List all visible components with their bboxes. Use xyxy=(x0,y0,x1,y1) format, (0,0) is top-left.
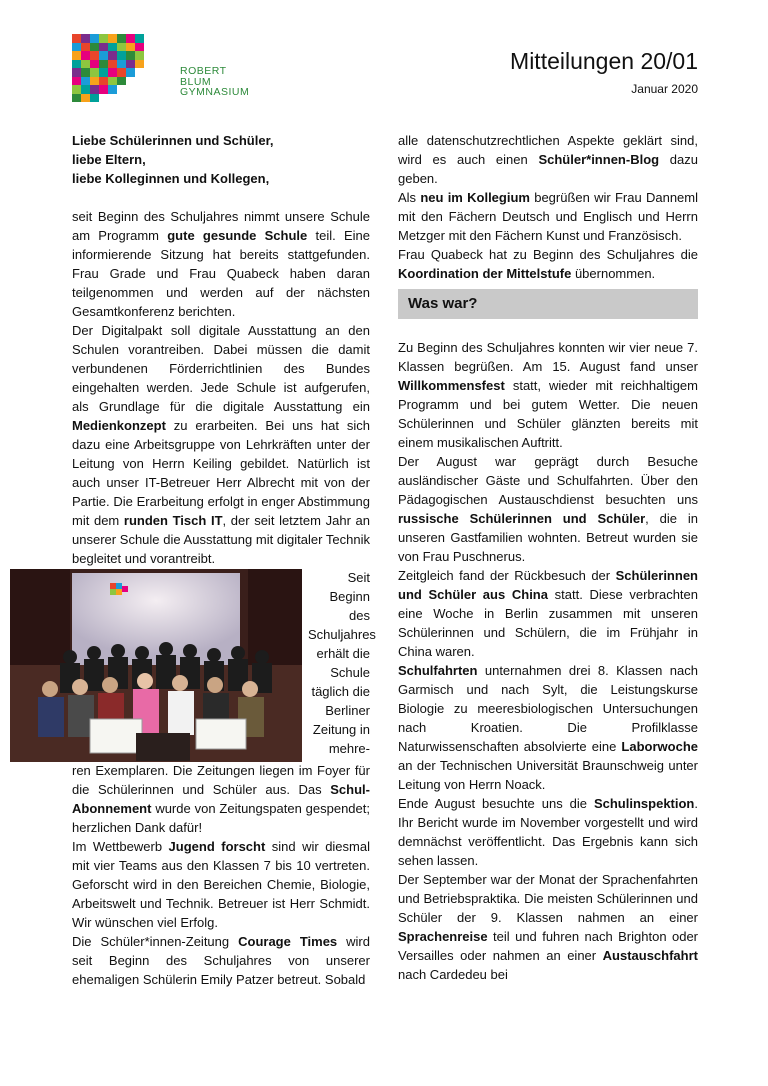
logo-tile xyxy=(72,51,81,60)
logo-tile xyxy=(99,68,108,77)
paragraph-gesunde-schule: seit Beginn des Schuljahres nimmt unsere Schule am Programm gute gesunde Schule teil. Eine informierende Sitzung hat bereits stattgefunden. Frau Grade und Frau Quabeck haben daran teilgenommen und werden auf der nächsten Gesamtkonferenz berichten. xyxy=(72,209,370,319)
logo-tile xyxy=(90,94,99,103)
logo-tile xyxy=(117,43,126,52)
logo-tile xyxy=(72,43,81,52)
logo-tile xyxy=(117,68,126,77)
logo-tile xyxy=(117,77,126,86)
logo-tile xyxy=(72,68,81,77)
logo-tile xyxy=(126,68,135,77)
logo-tile xyxy=(90,34,99,43)
paragraph-digitalpakt: Der Digitalpakt soll digitale Ausstattung an den Schulen vorantreiben. Dabei müssen die damit verbundenen Förderrichtlinien des Bundes eingehalten werden. Jede Schule ist aufgerufen, als Grundlage für die digitale Ausstattung ein Medienkonzept zu erarbeiten. Bei uns hat sich dazu eine Arbeitsgruppe von Lehrkräften unter der Leitung von Herrn Keiling gebildet. Natürlich ist auch unser IT-Betreuer Herr Albrecht mit von der Partie. Die Erarbeitung erfolgt in enger Abstimmung mit dem runden Tisch IT, der seit letztem Jahr an unserer Schule die Ausstattung mit digitaler Technik begleitet und vorantreibt. xyxy=(72,323,370,566)
logo-tile xyxy=(135,94,144,103)
left-column xyxy=(72,131,376,989)
paragraph-august: Der August war geprägt durch Besuche ausländischer Gäste und Schulfahrten. Über den Pädagogischen Austauschdienst besuchten uns russische Schülerinnen und Schüler, die in unseren Gastfamilien wohnten. Betreut wurden sie von Frau Puschnerus. xyxy=(398,454,698,564)
paragraph-kollegium: Als neu im Kollegium begrüßen wir Frau Danneml mit den Fächern Deutsch und Englisch und Herrn Metzger mit den Fächern Kunst und Französisch. xyxy=(398,190,699,243)
logo-tile xyxy=(108,43,117,52)
logo-tile xyxy=(99,94,108,103)
logo-tile xyxy=(108,77,117,86)
logo-tile xyxy=(81,34,90,43)
logo-line-3: GYMNASIUM xyxy=(180,86,250,98)
logo-tile xyxy=(126,34,135,43)
logo-tile xyxy=(126,51,135,60)
school-logo xyxy=(72,34,144,102)
logo-tile xyxy=(126,77,135,86)
logo-tile xyxy=(117,34,126,43)
paragraph-blog: alle datenschutzrechtlichen Aspekte geklärt sind, wird es auch einen Schüler*innen-Blog dazu geben. xyxy=(398,133,698,186)
logo-tile xyxy=(126,94,135,103)
logo-line-2: BLUM xyxy=(180,75,212,88)
logo-tile xyxy=(81,85,90,94)
logo-tile xyxy=(126,85,135,94)
logo-tile xyxy=(135,51,144,60)
section-heading: Was war? xyxy=(398,289,698,319)
school-name xyxy=(180,66,249,98)
paragraph-schulinspektion: Ende August besuchte uns die Schulinspektion. Ihr Bericht wurde im November vorgestellt und wird demnächst veröffentlicht. Das Ergebnis kann sich sehen lassen. xyxy=(398,796,698,868)
greeting-line-3: liebe Kolleginnen und Kollegen, xyxy=(72,171,270,186)
logo-tile xyxy=(72,77,81,86)
logo-tile xyxy=(117,51,126,60)
logo-tile xyxy=(90,77,99,86)
greeting xyxy=(72,131,370,188)
logo-tile xyxy=(90,43,99,52)
logo-tile xyxy=(90,60,99,69)
logo-tile xyxy=(99,85,108,94)
logo-tile xyxy=(126,60,135,69)
newsletter-title: Mitteilungen 20/01 xyxy=(510,48,698,74)
logo-tile xyxy=(108,34,117,43)
paragraph-jugend-forscht: Im Wettbewerb Jugend forscht sind wir diesmal mit vier Teams aus den Klassen 7 bis 10 vertreten. Geforscht wird in den Bereichen Chemie, Biologie, Arbeitswelt und Technik. Betreuer ist Herr Schmidt. Wir wünschen viel Erfolg. xyxy=(72,839,370,930)
paragraph-willkommensfest: Zu Beginn des Schuljahres konnten wir vier neue 7. Klassen begrüßen. Am 15. August fand unser Willkommensfest statt, wieder mit reichhaltigem Programm und bei gutem Wetter. Die neuen Schülerinnen und Schüler glänzten bereits mit einem musikalischen Auftritt. xyxy=(398,340,698,450)
logo-tile xyxy=(72,34,81,43)
logo-tile xyxy=(108,68,117,77)
paragraph-abonnement: ren Exemplaren. Die Zeitungen liegen im Foyer für die Schülerinnen und Schüler aus. Das Schul-Abonnement wurde von Zeitungspaten gespendet; herzlichen Dank dafür! xyxy=(72,763,370,835)
logo-tile xyxy=(135,68,144,77)
logo-tile xyxy=(126,43,135,52)
paragraph-courage-times: Die Schüler*innen-Zeitung Courage Times wird seit Beginn des Schuljahres von unserer ehemaligen Schülerin Emily Patzer betreut. Sobald xyxy=(72,934,370,987)
photo-block xyxy=(72,568,376,761)
greeting-line-1: Liebe Schülerinnen und Schüler, xyxy=(72,133,274,148)
event-photo xyxy=(10,569,302,762)
logo-tile xyxy=(99,43,108,52)
logo-tile xyxy=(135,34,144,43)
paragraph-koordination: Frau Quabeck hat zu Beginn des Schuljahres die Koordination der Mittelstufe übernommen. xyxy=(398,247,698,281)
logo-tile xyxy=(90,51,99,60)
logo-tile xyxy=(72,85,81,94)
logo-line-1: ROBERT xyxy=(180,65,227,77)
logo-tile xyxy=(99,34,108,43)
paragraph-september: Der September war der Monat der Sprachenfahrten und Betriebspraktika. Die meisten Schülerinnen und Schüler der 9. Klassen nahmen an einer Sprachenreise teil und fuhren nach Brighton oder Versailles oder nahmen an einer Austauschfahrt nach Cardedeu bei xyxy=(398,872,698,982)
logo-tile xyxy=(135,60,144,69)
logo-tile xyxy=(117,85,126,94)
logo-tile xyxy=(99,60,108,69)
logo-tile xyxy=(81,60,90,69)
right-column xyxy=(398,131,698,984)
logo-tile xyxy=(108,51,117,60)
logo-tile xyxy=(135,85,144,94)
logo-tile xyxy=(81,68,90,77)
logo-tile xyxy=(108,60,117,69)
logo-tile xyxy=(81,43,90,52)
paragraph-china: Zeitgleich fand der Rückbesuch der Schülerinnen und Schüler aus China statt. Diese verbrachten eine Woche in Berlin zusammen mit unseren Schülerinnen und Schülern, die im Frühjahr in China waren. xyxy=(398,568,699,659)
logo-tile xyxy=(135,43,144,52)
logo-tile xyxy=(72,94,81,103)
logo-tile xyxy=(135,77,144,86)
photo-side-text: Seit Beginn des Schuljahres erhält die Schule täglich die Berliner Zeitung in mehre- xyxy=(308,570,376,756)
logo-tile xyxy=(117,94,126,103)
logo-tile xyxy=(108,85,117,94)
logo-tile xyxy=(81,51,90,60)
greeting-line-2: liebe Eltern, xyxy=(72,152,146,167)
paragraph-schulfahrten: Schulfahrten unternahmen drei 8. Klassen nach Garmisch und nach Sylt, die Leistungskurse Biologie zu meeresbiologischen Untersuchungen nach Kroatien. Die Profilklasse Naturwissenschaften absolvierte eine Laborwoche an der Technischen Universität Braunschweig unter Leitung von Herrn Noack. xyxy=(398,663,698,792)
newsletter-date: Januar 2020 xyxy=(631,82,698,96)
logo-tile xyxy=(99,51,108,60)
logo-tile xyxy=(108,94,117,103)
logo-tile xyxy=(99,77,108,86)
logo-tile xyxy=(90,68,99,77)
logo-tile xyxy=(81,77,90,86)
logo-tile xyxy=(81,94,90,103)
logo-tile xyxy=(72,60,81,69)
logo-tile xyxy=(90,85,99,94)
logo-tile xyxy=(117,60,126,69)
